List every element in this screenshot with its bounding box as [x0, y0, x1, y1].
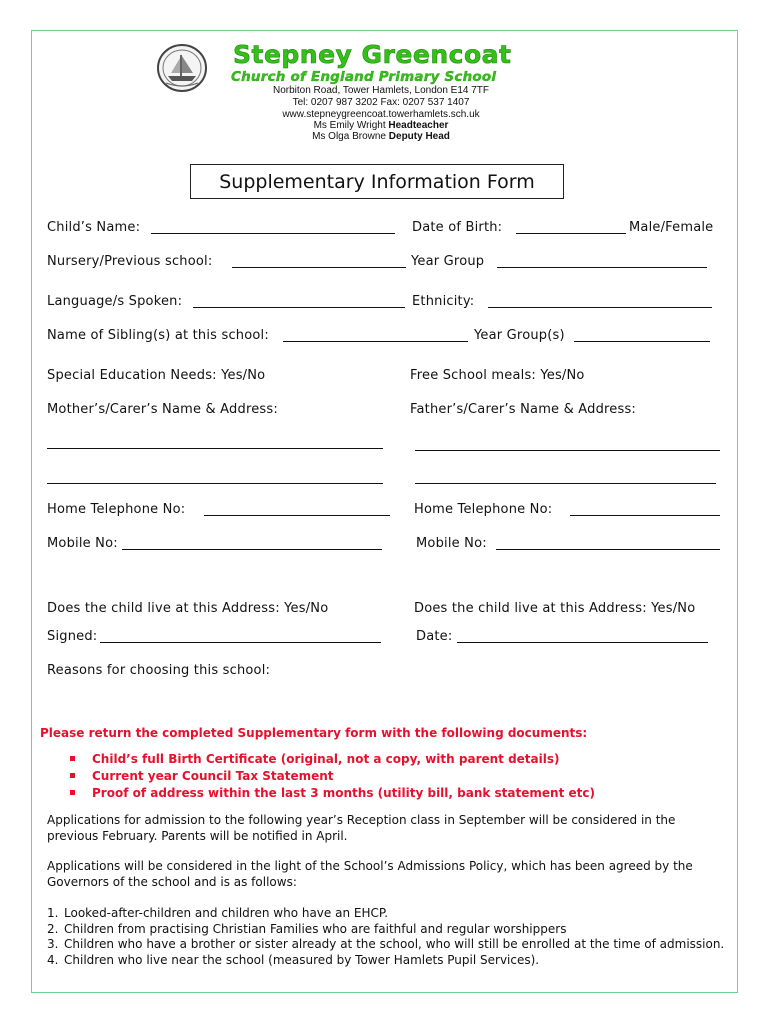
signed-label: Signed:: [47, 629, 98, 644]
document-item: Child’s full Birth Certificate (original, not a copy, with parent details): [70, 751, 595, 768]
mobile-right-label: Mobile No:: [416, 536, 487, 551]
headteacher-line: [230, 120, 532, 131]
mobile-left-label: Mobile No:: [47, 536, 118, 551]
previous-school-field[interactable]: [232, 267, 406, 268]
criteria-item: 3. Children who have a brother or sister already at the school, who will still be enrolled at the time of admission.: [47, 937, 725, 951]
criteria-item: 4. Children who live near the school (measured by Tower Hamlets Pupil Services).: [47, 952, 540, 967]
siblings-field[interactable]: [283, 341, 468, 342]
sibling-year-groups-label: Year Group(s): [474, 328, 565, 343]
school-name: Stepney Greencoat: [233, 40, 512, 69]
criteria-item: 2. Children from practising Christian Families who are faithful and regular worshippers: [47, 921, 567, 936]
year-group-field[interactable]: [497, 267, 707, 268]
signed-field[interactable]: [100, 642, 381, 643]
documents-heading: Please return the completed Supplementary form with the following documents:: [40, 726, 588, 740]
sen-label[interactable]: Special Education Needs: Yes/No: [47, 368, 266, 383]
ethnicity-label: Ethnicity:: [412, 294, 475, 309]
policy-paragraph: Applications will be considered in the light of the School’s Admissions Policy, which has been agreed by the Governors of the school and is as follows:: [47, 859, 693, 889]
sibling-year-groups-field[interactable]: [574, 341, 710, 342]
school-website: www.stepneygreencoat.towerhamlets.sch.uk: [282, 109, 480, 120]
father-address-line-1[interactable]: [415, 450, 720, 451]
lives-right-label[interactable]: Does the child live at this Address: Yes/No: [414, 601, 696, 616]
home-tel-left-label: Home Telephone No:: [47, 502, 186, 517]
document-item: Proof of address within the last 3 months (utility bill, bank statement etc): [70, 785, 595, 802]
criteria-item: 1. Looked-after-children and children who have an EHCP.: [47, 906, 389, 920]
deputy-role: Deputy Head: [388, 131, 450, 142]
date-field[interactable]: [457, 642, 708, 643]
school-crest-logo: [156, 43, 208, 93]
languages-field[interactable]: [193, 307, 405, 308]
child-name-field[interactable]: [151, 233, 395, 234]
headteacher-name: Ms Emily Wright: [313, 120, 386, 131]
bullet-icon: [70, 756, 75, 761]
home-tel-left-field[interactable]: [204, 515, 390, 516]
mobile-right-field[interactable]: [496, 549, 720, 550]
sex-label[interactable]: Male/Female: [629, 220, 714, 235]
mother-address-label: Mother’s/Carer’s Name & Address:: [47, 402, 278, 417]
reasons-label: Reasons for choosing this school:: [47, 663, 271, 678]
admission-criteria-list: [47, 906, 727, 968]
dob-label: Date of Birth:: [412, 220, 503, 235]
father-address-line-2[interactable]: [415, 483, 716, 484]
previous-school-label: Nursery/Previous school:: [47, 254, 213, 269]
home-tel-right-label: Home Telephone No:: [414, 502, 553, 517]
free-meals-label[interactable]: Free School meals: Yes/No: [410, 368, 585, 383]
languages-label: Language/s Spoken:: [47, 294, 183, 309]
date-label: Date:: [416, 629, 453, 644]
home-tel-right-field[interactable]: [570, 515, 720, 516]
mother-address-line-1[interactable]: [47, 448, 383, 449]
child-name-label: Child’s Name:: [47, 220, 141, 235]
deputy-name: Ms Olga Browne: [312, 131, 386, 142]
mobile-left-field[interactable]: [122, 549, 382, 550]
dob-field[interactable]: [516, 233, 626, 234]
ethnicity-field[interactable]: [488, 307, 712, 308]
bullet-icon: [70, 773, 75, 778]
document-item: Current year Council Tax Statement: [70, 768, 595, 785]
siblings-label: Name of Sibling(s) at this school:: [47, 328, 269, 343]
mother-address-line-2[interactable]: [47, 483, 383, 484]
school-subtitle: Church of England Primary School: [231, 69, 497, 85]
school-phone-fax: Tel: 0207 987 3202 Fax: 0207 537 1407: [292, 97, 470, 108]
headteacher-role: Headteacher: [388, 120, 449, 131]
school-address: Norbiton Road, Tower Hamlets, London E14 7TF: [272, 85, 490, 96]
admission-paragraph: Applications for admission to the following year’s Reception class in September will be considered in the previous February. Parents will be notified in April.: [47, 813, 676, 843]
father-address-label: Father’s/Carer’s Name & Address:: [410, 402, 637, 417]
year-group-label: Year Group: [411, 254, 485, 269]
documents-list: [70, 751, 595, 802]
bullet-icon: [70, 790, 75, 795]
lives-left-label[interactable]: Does the child live at this Address: Yes/No: [47, 601, 329, 616]
form-title: Supplementary Information Form: [190, 164, 564, 199]
deputy-line: [230, 131, 532, 142]
